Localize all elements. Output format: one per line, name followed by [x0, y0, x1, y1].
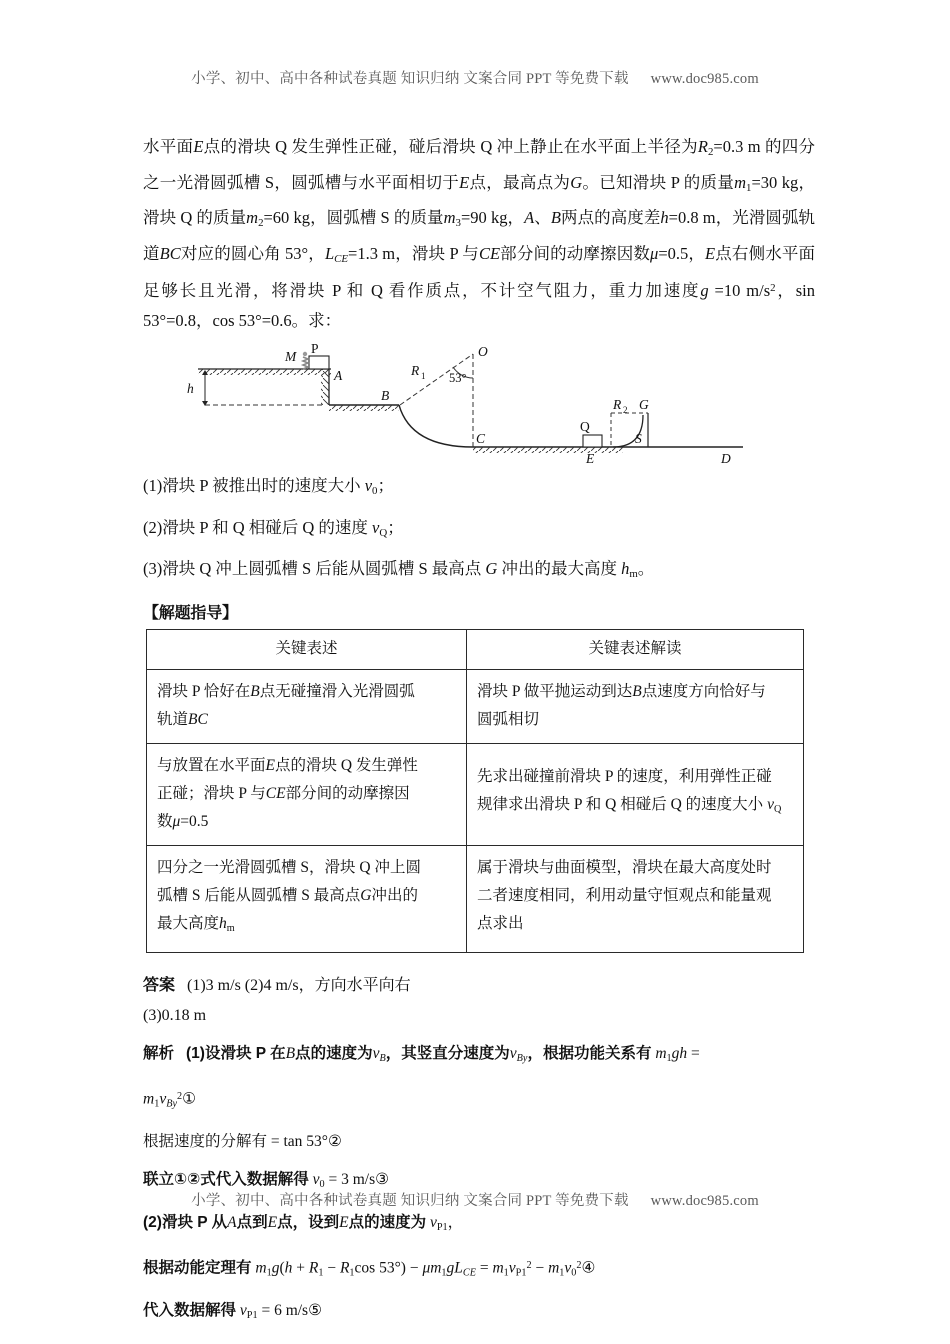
sym-m2: m: [246, 208, 259, 228]
question-item-3: [143, 554, 815, 590]
text-run: =30: [751, 172, 778, 192]
sym-BC: BC: [159, 243, 181, 263]
text-run: 点右侧水平面足够长且光滑，将滑块 P 和 Q 看作质点，不计空气阻力，重力加速度: [143, 243, 816, 301]
sub-Q: Q: [379, 526, 388, 539]
sub-By: By: [166, 1098, 177, 1110]
text-run: 数: [157, 812, 173, 830]
text-run: ，sin 53°=0.8，cos 53°=0.6。求：: [143, 281, 815, 330]
text-run: 点，最高点为: [469, 172, 571, 192]
sym-vB: v: [372, 1044, 380, 1062]
sym-B: B: [632, 682, 642, 700]
sub-3: 3: [455, 217, 461, 230]
sub-1: 1: [746, 181, 752, 194]
solution-line-5: [143, 1207, 815, 1243]
sym-L: L: [324, 243, 335, 263]
sym-h: h: [621, 559, 630, 579]
text-run: 点无碰撞滑入光滑圆弧: [259, 682, 415, 700]
sym-A: A: [227, 1213, 237, 1231]
text-run: =: [658, 243, 668, 263]
sym-mu: μ: [172, 812, 181, 830]
text-run: 点到: [236, 1213, 268, 1231]
sym-R2: R: [697, 137, 708, 156]
text-run: =0.8 m，: [668, 208, 733, 228]
bottom-watermark: [0, 1189, 950, 1210]
physics-diagram: [143, 343, 815, 465]
watermark-text: 小学、初中、高中各种试卷真题 知识归纳 文案合同 PPT 等免费下载: [191, 1193, 629, 1209]
table-row: [147, 845, 804, 952]
sym-v: v: [767, 796, 774, 814]
question-punct: ；: [377, 476, 394, 496]
label-O: O: [478, 344, 488, 360]
sym-A: A: [524, 208, 535, 228]
text-run: =0.5: [180, 812, 209, 830]
sub-0: 0: [372, 485, 378, 498]
document-content: [143, 132, 815, 1331]
text-run: 最大高度: [157, 914, 220, 932]
sym-vBy: v: [509, 1044, 517, 1062]
sym-E: E: [705, 243, 716, 263]
text-run: 点的滑块 Q 发生弹性正碰，碰后滑块 Q 冲上静止在水平面上半径为: [203, 137, 698, 156]
text-run: ，其竖直分速度为: [385, 1044, 510, 1062]
sub-m: m: [226, 922, 235, 934]
sym-v: v: [372, 517, 380, 537]
question-text: 滑块 Q 冲上圆弧槽 S 后能从圆弧槽 S 最高点: [162, 559, 482, 579]
cell-interpretation-1: [467, 669, 804, 743]
text-run: ，根据功能关系有: [527, 1044, 652, 1062]
text-run: =60 kg，圆弧槽 S 的质量: [263, 208, 444, 228]
cell-key-3: [147, 845, 467, 952]
column-header-interpretation: 关键表述解读: [467, 629, 804, 669]
text-run: 与放置在水平面: [157, 756, 266, 774]
sub-CE: CE: [334, 252, 349, 265]
eq-marker-1: ①: [182, 1090, 196, 1108]
text-run: 代入数据解得: [143, 1302, 237, 1320]
label-M: M: [285, 349, 297, 365]
text-run: =0.3 m 的四: [713, 137, 799, 156]
sym-E: E: [193, 137, 204, 156]
sym-m3: m: [443, 208, 456, 228]
solution-line-2: [143, 1081, 815, 1120]
sym-g: g: [700, 281, 709, 301]
sym-CE: CE: [478, 243, 501, 263]
text-run: 点速度方向恰好与: [641, 682, 766, 700]
sub-2: 2: [258, 217, 264, 230]
text-run: 圆弧相切: [477, 710, 540, 728]
formula-kinetic-energy: m: [255, 1259, 267, 1277]
column-header-key: 关键表述: [147, 629, 467, 669]
label-A: A: [334, 368, 343, 384]
text-run: 根据动能定理有: [143, 1259, 252, 1277]
text-run: 分之一光滑圆弧槽 S，圆弧槽与水平面相切于: [143, 137, 815, 192]
solution-line-1: [143, 1038, 815, 1074]
text-run: 点，设到: [277, 1213, 340, 1231]
label-D: D: [721, 451, 731, 466]
answer-block: [143, 971, 815, 1332]
label-R1-sub: 1: [421, 371, 426, 382]
sym-B: B: [550, 208, 561, 228]
answer-text: (1)3 m/s (2)4 m/s，方向水平向右: [187, 976, 411, 994]
solution-label: 解析: [143, 1044, 175, 1062]
table-header-row: [147, 629, 804, 669]
question-text: 滑块 P 和 Q 相碰后 Q 的速度: [162, 517, 368, 537]
sup-2: 2: [176, 1090, 183, 1102]
sub-P1: P1: [436, 1221, 448, 1233]
sym-G: G: [570, 172, 583, 192]
question-punct: ；: [387, 517, 404, 537]
label-Q: Q: [580, 419, 590, 435]
sub-P1: P1: [246, 1310, 258, 1322]
sym-E: E: [267, 1213, 278, 1231]
sym-CE: CE: [265, 784, 286, 802]
text-run: 两点的高度差: [560, 208, 661, 228]
text-run: 、: [534, 208, 551, 228]
question-item-1: [143, 471, 815, 507]
text-run: 正碰；滑块 P 与: [157, 784, 266, 802]
cell-interpretation-3: [467, 845, 804, 952]
problem-statement: [143, 132, 815, 335]
sym-m1: m: [734, 172, 747, 192]
text-run: ，: [447, 1213, 464, 1231]
answer-line-1: [143, 971, 815, 1001]
watermark-url: www.doc985.com: [650, 1193, 759, 1209]
question-punct: 。: [637, 559, 655, 579]
text-run: 点的速度为: [348, 1213, 427, 1231]
sym-vP1: v: [239, 1302, 247, 1320]
question-text: 冲出的最大高度: [501, 559, 617, 579]
question-text: 滑块 P 被推出时的速度大小: [162, 476, 361, 496]
watermark-url: www.doc985.com: [650, 71, 759, 87]
text-run: 。已知滑块 P 的质量: [582, 172, 735, 192]
label-angle-53: 53°: [449, 371, 467, 386]
text-run: 水平面: [143, 137, 194, 156]
sym-B: B: [285, 1044, 296, 1062]
sym-vP1: v: [429, 1213, 437, 1231]
question-list: [143, 471, 815, 590]
sub-0: 0: [319, 1178, 325, 1190]
sym-G: G: [485, 559, 498, 579]
sym-v: v: [159, 1090, 167, 1108]
sup-2: 2: [770, 282, 776, 295]
question-item-2: [143, 513, 815, 549]
sym-m1: m: [143, 1090, 155, 1108]
question-number: (1): [143, 476, 163, 496]
solution-line-7: [143, 1295, 815, 1331]
label-E: E: [586, 451, 595, 466]
label-R2-sub: 2: [623, 405, 628, 416]
eq-sign: =: [691, 1044, 700, 1062]
sym-E: E: [265, 756, 275, 774]
text-run: 四分之一光滑圆弧槽 S，滑块 Q 冲上圆: [157, 858, 421, 876]
text-run: 点的滑块 Q 发生弹性: [274, 756, 418, 774]
cell-key-2: [147, 743, 467, 845]
text-run: 二者速度相同，利用动量守恒观点和能量观: [477, 886, 772, 904]
answer-label: 答案: [143, 976, 176, 994]
label-P: P: [311, 343, 319, 357]
sym-E: E: [459, 172, 470, 192]
label-h: h: [187, 381, 194, 397]
text-run: 冲出的: [371, 886, 418, 904]
cell-key-1: [147, 669, 467, 743]
sub-m: m: [629, 568, 638, 581]
text-run: 滑块 P 做平抛运动到达: [477, 682, 633, 700]
sym-m1: m: [655, 1044, 667, 1062]
text-run: 联立①②式代入数据解得: [143, 1171, 309, 1189]
sym-h: h: [660, 208, 669, 228]
table-row: [147, 669, 804, 743]
sym-G: G: [360, 886, 372, 904]
label-B: B: [381, 388, 390, 404]
sym-h: h: [219, 914, 227, 932]
sub-By: By: [516, 1052, 528, 1064]
guide-title: 【解题指导】: [143, 604, 238, 622]
text-run: 点求出: [477, 914, 524, 932]
sub-1: 1: [666, 1052, 672, 1064]
text-run: 对应的圆心角 53°，: [180, 243, 325, 263]
sub-Q: Q: [773, 804, 782, 816]
sub-B: B: [379, 1052, 386, 1064]
solution-line-6: 根据动能定理有 $m_1g(h + R_1 - R_1\cos$ $53^\circ) - \mu m_1gL_{CE} = m_1v_{P1}^2$ − $m_1v_0^2④$: [143, 1259, 596, 1279]
table-row: [147, 743, 804, 845]
text-run: 属于滑块与曲面模型，滑块在最大高度处时: [477, 858, 772, 876]
text-run: 滑块 P 恰好在: [157, 682, 251, 700]
answer-line-2: (3)0.18 m: [143, 1006, 207, 1024]
sub-1: 1: [154, 1098, 160, 1110]
sym-E: E: [339, 1213, 349, 1231]
text-run: =90 kg，: [460, 208, 525, 228]
text-run: 点的速度为: [295, 1044, 373, 1062]
solution-line-3: 根据速度的分解有 = tan 53°②: [143, 1133, 342, 1151]
label-R2: R: [613, 397, 622, 413]
sub-2: 2: [707, 146, 714, 159]
label-S: S: [635, 431, 642, 447]
label-R1: R: [411, 363, 420, 379]
text-run: 部分间的动摩擦因: [285, 784, 410, 802]
question-number: (2): [143, 517, 163, 537]
cell-interpretation-2: [467, 743, 804, 845]
sym-B: B: [250, 682, 260, 700]
text-run: = 6 m/s⑤: [261, 1302, 322, 1320]
sym-mu: μ: [650, 243, 659, 263]
sym-gh: gh: [671, 1044, 688, 1062]
question-number: (3): [143, 559, 163, 579]
text-run: = 3 m/s③: [328, 1171, 390, 1189]
text-run: 先求出碰撞前滑块 P 的速度，利用弹性正碰: [477, 768, 772, 786]
text-run: kg，滑块 Q 的质量: [143, 172, 816, 228]
text-run: 0.5，: [667, 243, 706, 263]
label-G: G: [639, 397, 649, 413]
sym-v: v: [364, 476, 373, 496]
top-watermark: [0, 67, 950, 88]
sym-v0: v: [312, 1171, 320, 1189]
watermark-text: 小学、初中、高中各种试卷真题 知识归纳 文案合同 PPT 等免费下载: [191, 71, 629, 87]
text-run: 部分间的动摩擦因数: [500, 243, 651, 263]
text-run: =1.3 m，滑块 P 与: [348, 243, 479, 263]
label-C: C: [476, 431, 486, 447]
text-run: (1)设滑块 P 在: [186, 1044, 286, 1062]
sym-BC: BC: [188, 710, 208, 728]
text-run: 弧槽 S 后能从圆弧槽 S 最高点: [157, 886, 361, 904]
text-run: 光滑圆弧轨道: [143, 208, 816, 263]
text-run: 规律求出滑块 P 和 Q 相碰后 Q 的速度大小: [477, 796, 764, 814]
guide-table: [146, 629, 804, 953]
text-run: =10 m/s: [714, 281, 771, 301]
text-run: 轨道: [157, 710, 189, 728]
text-run: (2)滑块 P 从: [143, 1213, 228, 1231]
